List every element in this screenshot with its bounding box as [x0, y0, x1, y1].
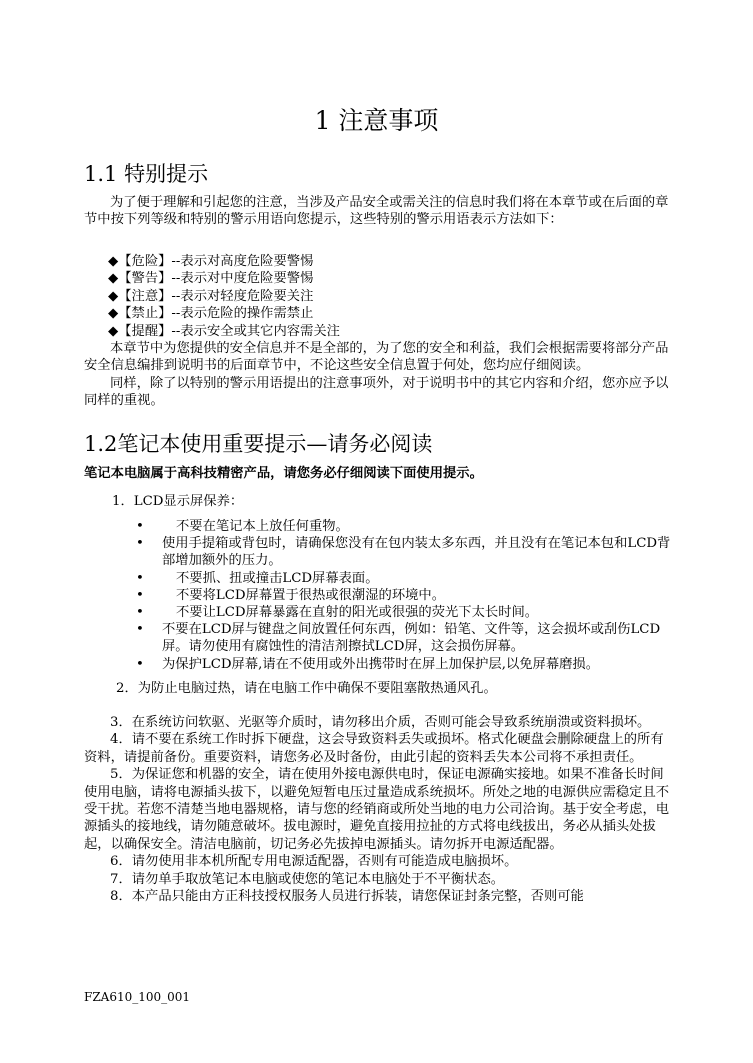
warning-prohibited: ◆【禁止】--表示危险的操作需禁止 [108, 306, 314, 322]
list-item: • 不要将LCD屏幕置于很热或很潮湿的环境中。 [136, 587, 676, 604]
section-1-notes [84, 340, 674, 410]
item-6-adapter: 6．请勿使用非本机所配专用电源适配器，否则有可能造成电脑损坏。 [110, 854, 518, 870]
warning-caution: ◆【注意】--表示对轻度危险要关注 [108, 288, 314, 304]
list-item: • 不要让LCD屏幕暴露在直射的阳光或很强的荧光下太长时间。 [136, 604, 676, 621]
safety-info-paragraph: 本章节中为您提供的安全信息并不是全部的，为了您的安全和利益，我们会根据需要将部分产品安全信息编排到说明书的后面章节中，不论这些安全信息置于何处，您均应仔细阅读。 [84, 341, 669, 374]
numbered-items [84, 714, 674, 905]
other-content-paragraph: 同样，除了以特别的警示用语提出的注意事项外，对于说明书中的其它内容和介绍，您亦应予以同样的重视。 [84, 375, 669, 409]
list-item: • 使用手提箱或背包时，请确保您没有在包内装太多东西，并且没有在笔记本包和LCD背部增加额外的压力。 [136, 535, 676, 569]
item-7-handling: 7．请勿单手取放笔记本电脑或使您的笔记本电脑处于不平衡状态。 [110, 871, 505, 887]
bold-notice: 笔记本电脑属于高科技精密产品，请您务必仔细阅读下面使用提示。 [84, 466, 483, 481]
list-item: • 不要在笔记本上放任何重物。 [136, 518, 676, 535]
item-3-media: 3．在系统访问软驱、光驱等介质时，请勿移出介质，否则可能会导致系统崩溃或资料损坏。 [110, 715, 651, 730]
lcd-care-list [136, 518, 676, 673]
lcd-heading: 1．LCD显示屏保养： [112, 494, 244, 509]
intro-paragraph: 为了便于理解和引起您的注意，当涉及产品安全或需关注的信息时我们将在本章节或在后面的章节中按下列等级和特别的警示用语向您提示，这些特别的警示用语表示方法如下： [84, 195, 669, 228]
warning-reminder: ◆【提醒】--表示安全或其它内容需关注 [108, 323, 340, 339]
warning-warning: ◆【警告】--表示对中度危险要警惕 [108, 271, 314, 287]
item-8-service: 8．本产品只能由方正科技授权服务人员进行拆装，请您保证封条完整，否则可能 [110, 889, 584, 905]
section-2-title: 1.2笔记本使用重要提示—请务必阅读 [84, 432, 433, 456]
item-5-power: 5．为保证您和机器的安全，请在使用外接电源供电时，保证电源确实接地。如果不准备长时间使用电脑，请将电源插头拔下，以避免短暂电压过量造成系统损坏。所处之地的电源供应需稳定且不受干扰。若您不清楚当地电器规格，请与您的经销商或所处当地的电力公司洽询。基于安全考虑，电源插头的接地线，请勿随意破坏。拔电源时，避免直接用拉扯的方式将电线拔出，务必从插头处拔起，以确保安全。清洁电脑前，切记务必先拔掉电源插头。请勿拆开电源适配器。 [84, 767, 670, 852]
warning-levels-list [108, 253, 668, 340]
section-1-title: 1.1 特别提示 [84, 162, 209, 186]
warning-danger: ◆【危险】--表示对高度危险要警惕 [108, 254, 314, 269]
list-item: • 为保护LCD屏幕,请在不使用或外出携带时在屏上加保护层,以免屏幕磨损。 [136, 656, 676, 673]
page-footer: FZA610_100_001 [84, 990, 191, 1004]
item-2-ventilation: 2．为防止电脑过热，请在电脑工作中确保不要阻塞散热通风孔。 [116, 681, 497, 696]
list-item: • 不要在LCD屏与键盘之间放置任何东西，例如：铅笔、文件等，这会损坏或刮伤LCD屏。请勿使用有腐蚀性的清洁剂擦拭LCD屏，这会损伤屏幕。 [136, 621, 676, 655]
item-4-harddisk: 4．请不要在系统工作时拆下硬盘，这会导致资料丢失或损坏。格式化硬盘会删除硬盘上的所有资料，请提前备份。重要资料，请您务必及时备份，由此引起的资料丢失本公司将不承担责任。 [84, 732, 664, 765]
section-1-intro [84, 194, 674, 229]
chapter-title: 1 注意事项 [314, 106, 439, 135]
list-item: • 不要抓、扭或撞击LCD屏幕表面。 [136, 570, 676, 587]
